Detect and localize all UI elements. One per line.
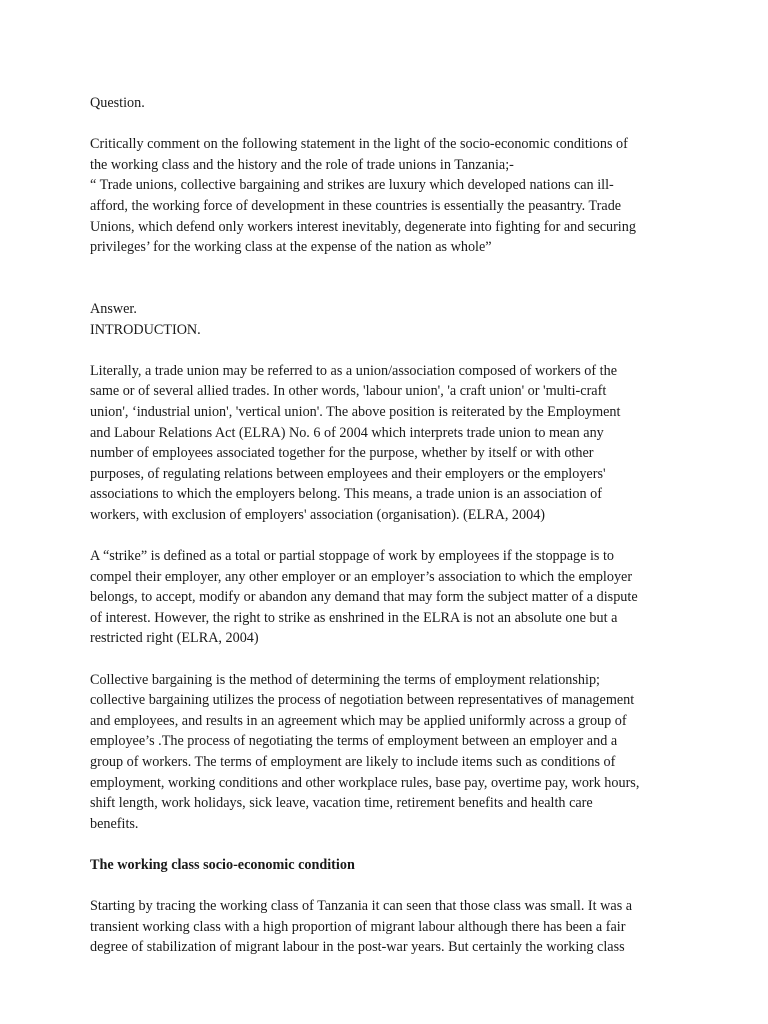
- question-label: Question.: [90, 95, 145, 111]
- paragraph-working-class: Starting by tracing the working class of Tanzania it can seen that those class was small. It was a transient working class with a high proportion of migrant labour although there has been a fair degree of stabilization of migrant labour in the post-war years. But certainly the working class: [90, 898, 633, 956]
- document-page: [90, 93, 680, 958]
- section-heading-working-class: The working class socio-economic condition: [90, 856, 355, 873]
- answer-label: Answer.: [90, 300, 137, 317]
- spacer: [90, 340, 680, 361]
- spacer: [90, 876, 680, 897]
- introduction-heading: INTRODUCTION.: [90, 321, 201, 338]
- paragraph-strike: A “strike” is defined as a total or partial stoppage of work by employees if the stoppage is to compel their employer, any other employer or an employer’s association to which the employer belongs, to accept, modify or abandon any demand that may form the subject matter of a dispute of interest. However, the right to strike as enshrined in the ELRA is not an absolute one but a restricted right (ELRA, 2004): [90, 548, 638, 647]
- paragraph-collective-bargaining: Collective bargaining is the method of determining the terms of employment relationship; collective bargaining utilizes the process of negotiation between representatives of management and employees, and results in an agreement which may be applied uniformly across a group of employee’s .The process of negotiating the terms of employment between an employer and a group of workers. The terms of employment are likely to include items such as conditions of employment, working conditions and other workplace rules, base pay, overtime pay, work hours, shift length, work holidays, sick leave, vacation time, retirement benefits and health care benefits.: [90, 671, 640, 832]
- spacer: [90, 114, 680, 135]
- spacer: [90, 258, 680, 299]
- spacer: [90, 834, 680, 855]
- question-text: Critically comment on the following statement in the light of the socio-economic conditions of the working class and the history and the role of trade unions in Tanzania;- “ Trade unions, collective bargaining and strikes are luxury which developed nations can ill- afford, the working force of development in these countries is essentially the peasantry. Trade Unions, which defend only workers interest inevitably, degenerate into fighting for and securing privileges’ for the working class at the expense of the nation as whole”: [90, 136, 636, 256]
- spacer: [90, 649, 680, 670]
- spacer: [90, 525, 680, 546]
- paragraph-trade-union: Literally, a trade union may be referred to as a union/association composed of workers of the same or of several allied trades. In other words, 'labour union', 'a craft union' or 'multi-craft union', ‘industrial union', 'vertical union'. The above position is reiterated by the Employment and Labour Relations Act (ELRA) No. 6 of 2004 which interprets trade union to mean any number of employees associated together for the purpose, whether by itself or with other purposes, of regulating relations between employees and their employers or the employers' associations to which the employers belong. This means, a trade union is an association of workers, with exclusion of employers' association (organisation). (ELRA, 2004): [90, 362, 621, 523]
